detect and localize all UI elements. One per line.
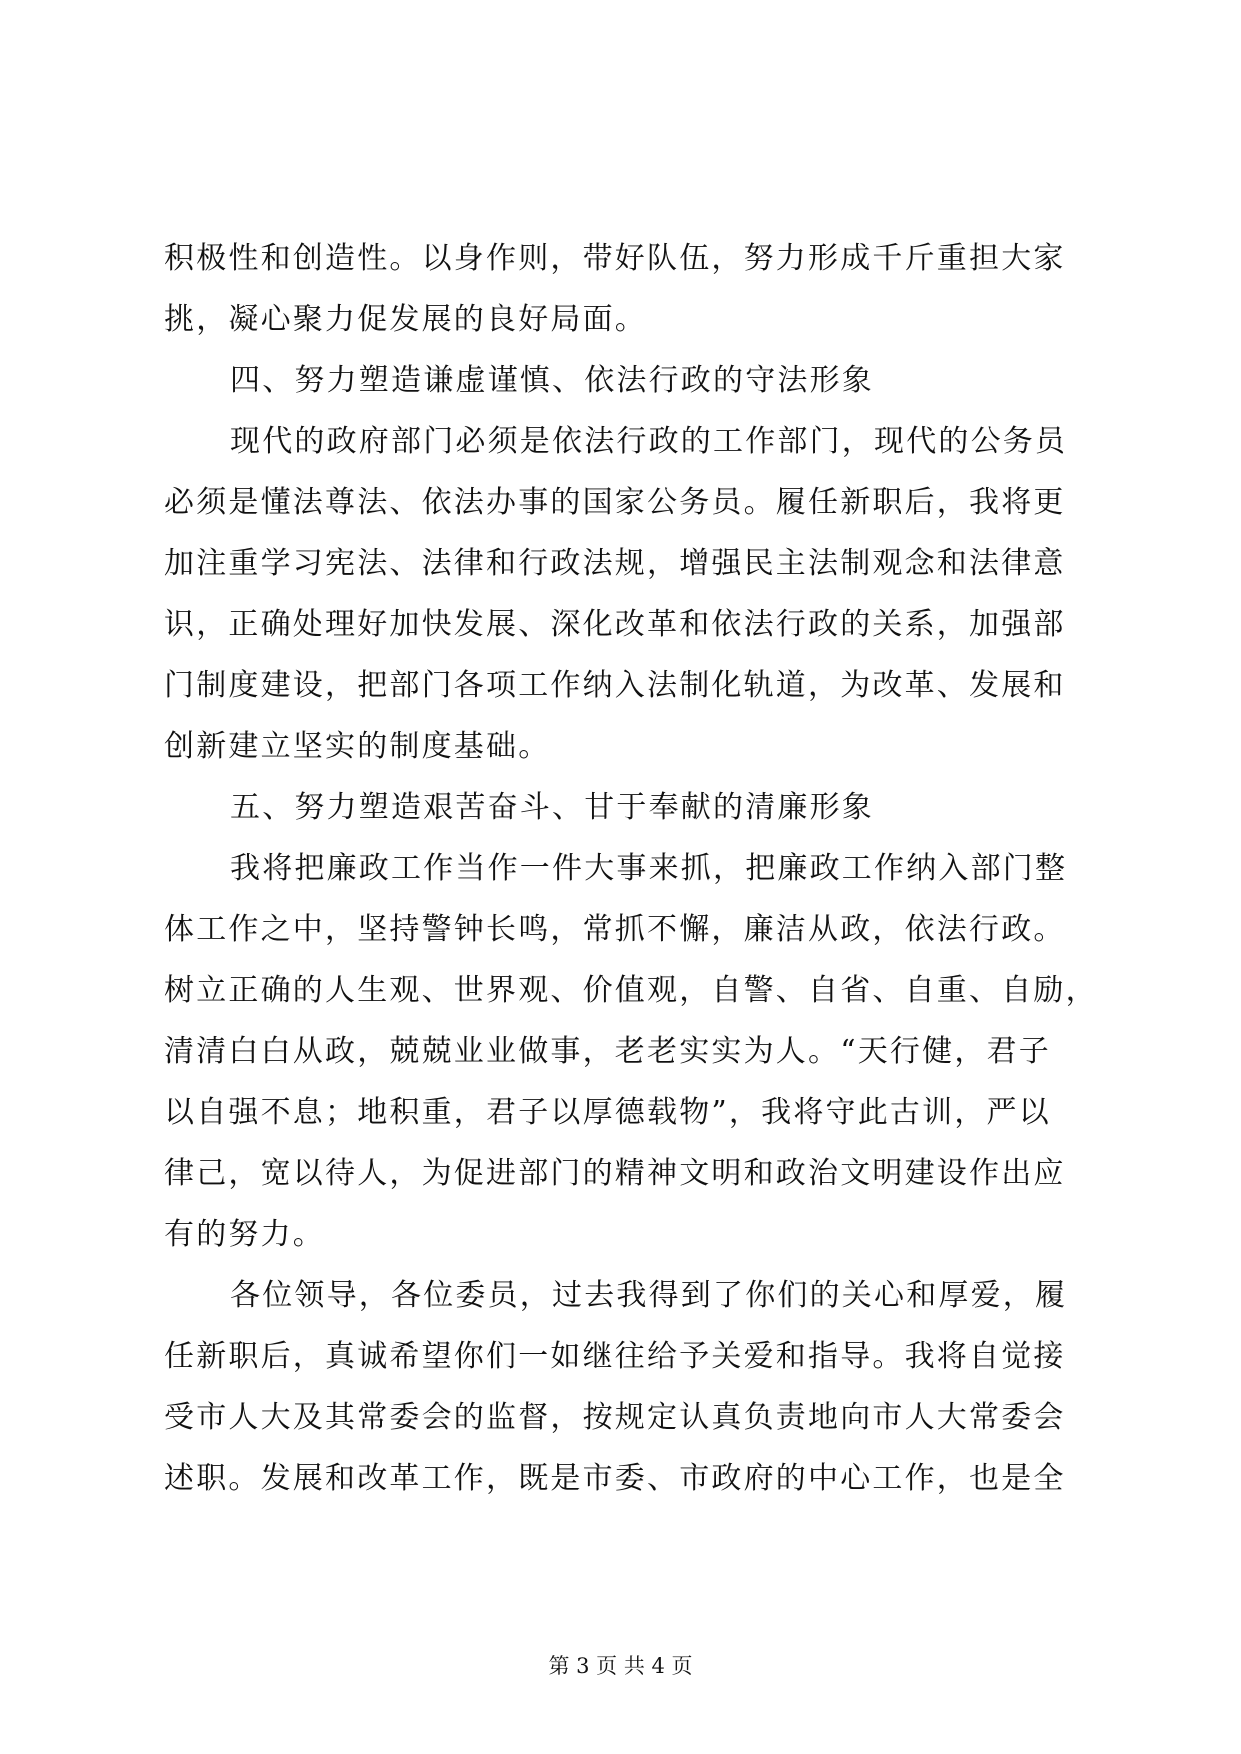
- text-line: 我将把廉政工作当作一件大事来抓，把廉政工作纳入部门整: [230, 851, 1068, 886]
- text-line: 挑，凝心聚力促发展的良好局面。: [164, 302, 647, 337]
- text-line: 任新职后，真诚希望你们一如继往给予关爱和指导。我将自觉接: [164, 1339, 1066, 1374]
- text-line: 体工作之中，坚持警钟长鸣，常抓不懈，廉洁从政，依法行政。: [164, 912, 1066, 947]
- body-text: [164, 228, 1098, 1509]
- text-line: 树立正确的人生观、世界观、价值观，自警、自省、自重、自励，: [164, 973, 1098, 1008]
- text-line: 各位领导，各位委员，过去我得到了你们的关心和厚爱，履: [230, 1278, 1068, 1313]
- section-heading-4: 四、努力塑造谦虚谨慎、依法行政的守法形象: [230, 363, 874, 398]
- text-line: 门制度建设，把部门各项工作纳入法制化轨道，为改革、发展和: [164, 668, 1066, 703]
- text-line: 现代的政府部门必须是依法行政的工作部门，现代的公务员: [230, 424, 1068, 459]
- text-line: 受市人大及其常委会的监督，按规定认真负责地向市人大常委会: [164, 1400, 1066, 1435]
- text-line: 识，正确处理好加快发展、深化改革和依法行政的关系，加强部: [164, 607, 1066, 642]
- text-line: 加注重学习宪法、法律和行政法规，增强民主法制观念和法律意: [164, 546, 1066, 581]
- text-line: 清清白白从政，兢兢业业做事，老老实实为人。“天行健，君子: [164, 1034, 1051, 1069]
- text-line: 创新建立坚实的制度基础。: [164, 729, 551, 764]
- page-footer: 第 3 页 共 4 页: [548, 1654, 693, 1678]
- section-heading-5: 五、努力塑造艰苦奋斗、甘于奉献的清廉形象: [230, 790, 874, 825]
- text-line: 述职。发展和改革工作，既是市委、市政府的中心工作，也是全: [164, 1461, 1066, 1496]
- text-line: 有的努力。: [164, 1217, 325, 1252]
- text-line: 以自强不息；地积重，君子以厚德载物”，我将守此古训，严以: [164, 1095, 1051, 1130]
- text-line: 必须是懂法尊法、依法办事的国家公务员。履任新职后，我将更: [164, 485, 1066, 520]
- text-line: 律己，宽以待人，为促进部门的精神文明和政治文明建设作出应: [164, 1156, 1066, 1191]
- text-line: 积极性和创造性。以身作则，带好队伍，努力形成千斤重担大家: [164, 241, 1066, 276]
